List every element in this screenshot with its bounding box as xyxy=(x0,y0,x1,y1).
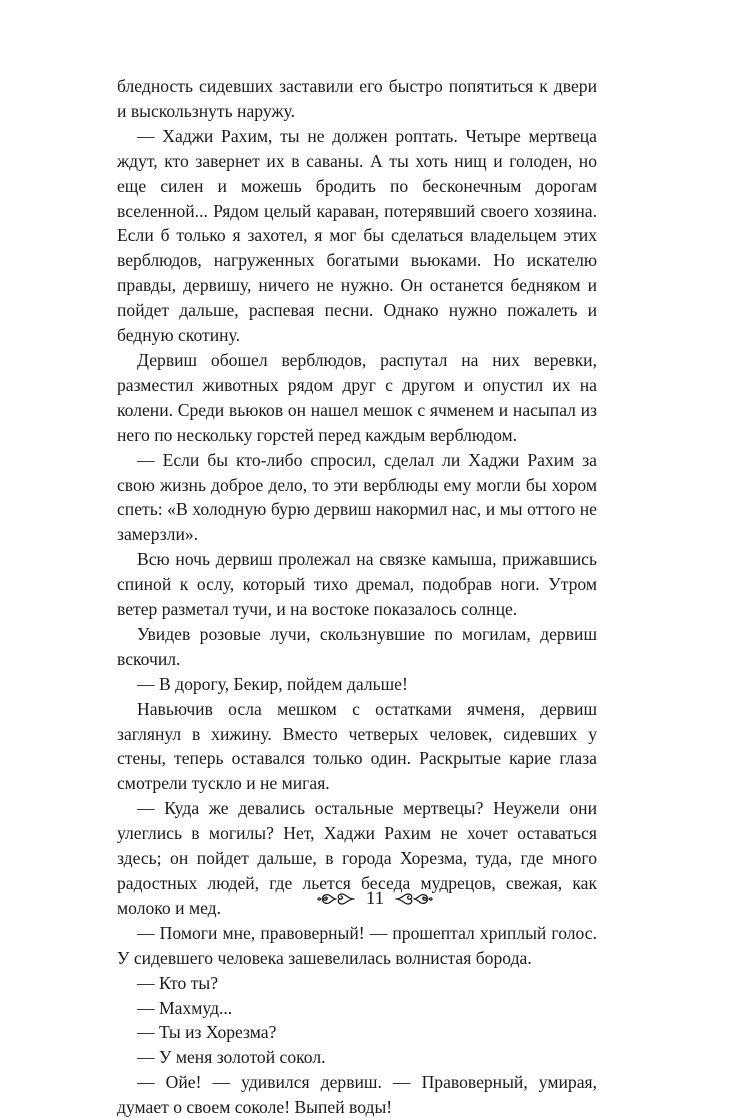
paragraph-9: — Куда же девались остальные мертвецы? Неужели они улеглись в могилы? Нет, Хаджи Рахим не хочет оставаться здесь; он пойдет дальше, в города Хорезма, туда, где много радостных людей, где льется беседа мудрецов, свежая, как молоко и мед. xyxy=(117,798,597,918)
paragraph-6: Увидев розовые лучи, скользнувшие по могилам, дервиш вскочил. xyxy=(117,623,597,669)
paragraph-1: бледность сидевших заставили его быстро попятиться к двери и выскользнуть наружу. xyxy=(117,76,597,121)
paragraph-5: Всю ночь дервиш пролежал на связке камыша, прижавшись спиной к ослу, который тихо дремал, подобрав ноги. Утром ветер разметал тучи, и на востоке показалось солнце. xyxy=(117,549,597,620)
paragraph-7: — В дорогу, Бекир, пойдем дальше! xyxy=(137,673,408,694)
body-text xyxy=(117,74,597,1120)
paragraph-2: — Хаджи Рахим, ты не должен роптать. Четыре мертвеца ждут, кто завернет их в саваны. А ты хоть нищ и голоден, но еще силен и можешь бродить по бесконечным дорогам вселенной... Рядом целый караван, потерявший своего хозяина. Если б только я захотел, я мог бы сделаться владельцем этих верблюдов, нагруженных богатыми вьюками. Но искателю правды, дервишу, ничего не нужно. Он останется бедняком и пойдет дальше, распевая песни. Однако нужно пожалеть и бедную скотину. xyxy=(117,125,597,346)
paragraph-4: — Если бы кто-либо спросил, сделал ли Хаджи Рахим за свою жизнь доброе дело, то эти верблюды ему могли бы хором спеть: «В холодную бурю дервиш накормил нас, и мы оттого не замерзли». xyxy=(117,449,597,545)
page-footer xyxy=(0,884,750,914)
paragraph-14: — У меня золотой сокол. xyxy=(137,1047,326,1068)
paragraph-10: — Помоги мне, правоверный! — прошептал хриплый голос. У сидевшего человека зашевелилась волнистая борода. xyxy=(117,922,597,968)
paragraph-3: Дервиш обошел верблюдов, распутал на них веревки, разместил животных рядом друг с другом и опустил их на колени. Среди вьюков он нашел мешок с ячменем и насыпал из него по нескольку горстей перед каждым верблюдом. xyxy=(117,349,597,445)
paragraph-13: — Ты из Хорезма? xyxy=(137,1022,277,1043)
floral-ornament-icon xyxy=(394,889,434,909)
page-number: 11 xyxy=(365,888,385,909)
paragraph-12: — Махмуд... xyxy=(137,997,233,1018)
floral-ornament-icon xyxy=(316,889,356,909)
paragraph-11: — Кто ты? xyxy=(137,972,219,993)
paragraph-15: — Ойе! — удивился дервиш. — Правоверный, умирая, думает о своем соколе! Выпей воды! xyxy=(117,1072,597,1118)
paragraph-8: Навьючив осла мешком с остатками ячменя, дервиш заглянул в хижину. Вместо четверых человек, сидевших у стены, теперь оставался только один. Раскрытые карие глаза смотрели тускло и не мигая. xyxy=(117,698,597,794)
